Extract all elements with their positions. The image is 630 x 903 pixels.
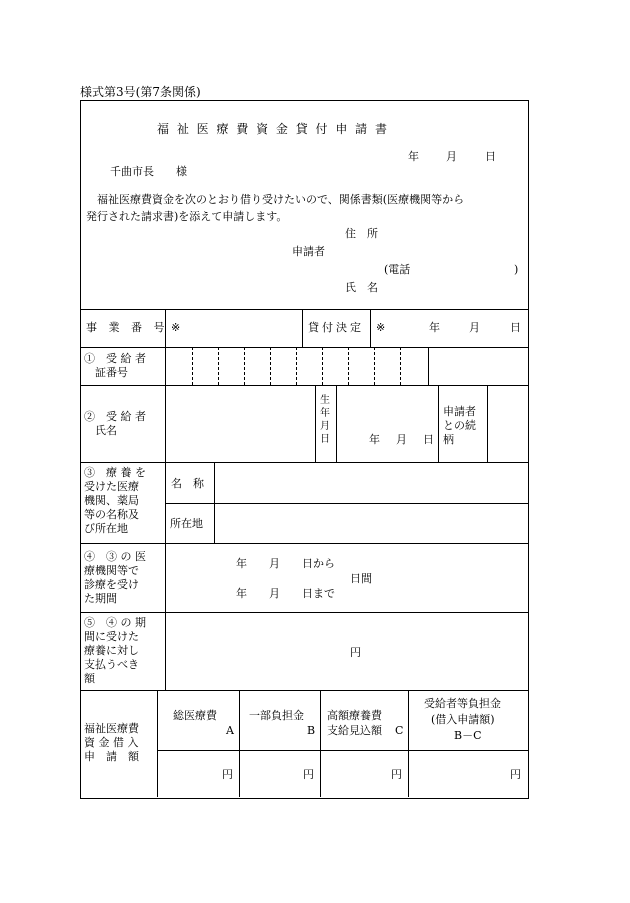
- body-line-1: 福祉医療費資金を次のとおり借り受けたいので、関係書類(医療機関等から: [97, 193, 465, 206]
- yen-partial: 円: [303, 768, 314, 781]
- phone-open: (電話: [384, 263, 411, 276]
- birth-year: 年: [369, 433, 380, 446]
- yen-total: 円: [222, 768, 233, 781]
- col-highcost-line1: 高額療養費: [327, 709, 382, 722]
- period-days: 日間: [350, 572, 372, 585]
- date-day: 日: [485, 150, 496, 163]
- row3-name-label: 名 称: [171, 477, 204, 490]
- col-highcost-letter: C: [395, 724, 404, 737]
- row1-label: ① 受 給 者 証番号: [84, 352, 146, 379]
- date-month: 月: [446, 150, 457, 163]
- row5-label: ⑤ ④ の 期 間に受けた 療養に対し 支払うべき 額: [84, 616, 146, 685]
- col-total-letter: A: [226, 724, 234, 737]
- col-recipient-formula: B－C: [454, 729, 482, 742]
- birth-day: 日: [423, 433, 434, 446]
- col-recipient-line2: (借入申請額): [431, 713, 495, 726]
- addressee: 千曲市長 様: [110, 165, 187, 178]
- business-no-label: 事 業 番 号: [86, 321, 169, 334]
- period-to: 年 月 日まで: [236, 587, 335, 600]
- relation-label: 申請者 との続 柄: [443, 405, 476, 446]
- body-line-2: 発行された請求書)を添えて申請します。: [86, 210, 288, 223]
- row3-label: ③ 療 養 を 受けた医療 機関、薬局 等の名称及 び所在地: [84, 466, 146, 535]
- form-number: 様式第3号(第7条関係): [80, 85, 201, 99]
- date-year: 年: [408, 150, 419, 163]
- period-from: 年 月 日から: [236, 557, 335, 570]
- row3-address-label: 所在地: [170, 517, 203, 530]
- loan-amount-label: 福祉医療費 資 金 借 入 申 請 額: [84, 722, 139, 763]
- loan-decision-day: 日: [510, 321, 521, 334]
- loan-decision-month: 月: [469, 321, 480, 334]
- col-recipient-line1: 受給者等負担金: [424, 697, 501, 710]
- loan-decision-year: 年: [429, 321, 440, 334]
- row4-label: ④ ③ の 医 療機関等で 診療を受け た期間: [84, 550, 146, 605]
- yen-highcost: 円: [391, 768, 402, 781]
- loan-decision-mark: ※: [376, 321, 386, 334]
- name-label: 氏 名: [345, 281, 378, 294]
- business-no-mark: ※: [171, 321, 181, 334]
- applicant-label: 申請者: [292, 245, 325, 258]
- address-label: 住 所: [345, 227, 378, 240]
- phone-close: ): [514, 263, 519, 276]
- col-partial: 一部負担金: [249, 709, 304, 722]
- col-total: 総医療費: [173, 709, 217, 722]
- col-partial-letter: B: [307, 724, 316, 737]
- form-title: 福 祉 医 療 費 資 金 貸 付 申 請 書: [157, 122, 389, 136]
- birth-label: 生 年 月 日: [320, 395, 330, 445]
- row5-yen: 円: [350, 646, 361, 659]
- row2-label: ② 受 給 者 氏名: [84, 410, 146, 437]
- loan-decision-label: 貸付決定: [308, 321, 364, 334]
- yen-recipient: 円: [510, 768, 521, 781]
- birth-month: 月: [396, 433, 407, 446]
- col-highcost-line2: 支給見込額: [327, 724, 382, 737]
